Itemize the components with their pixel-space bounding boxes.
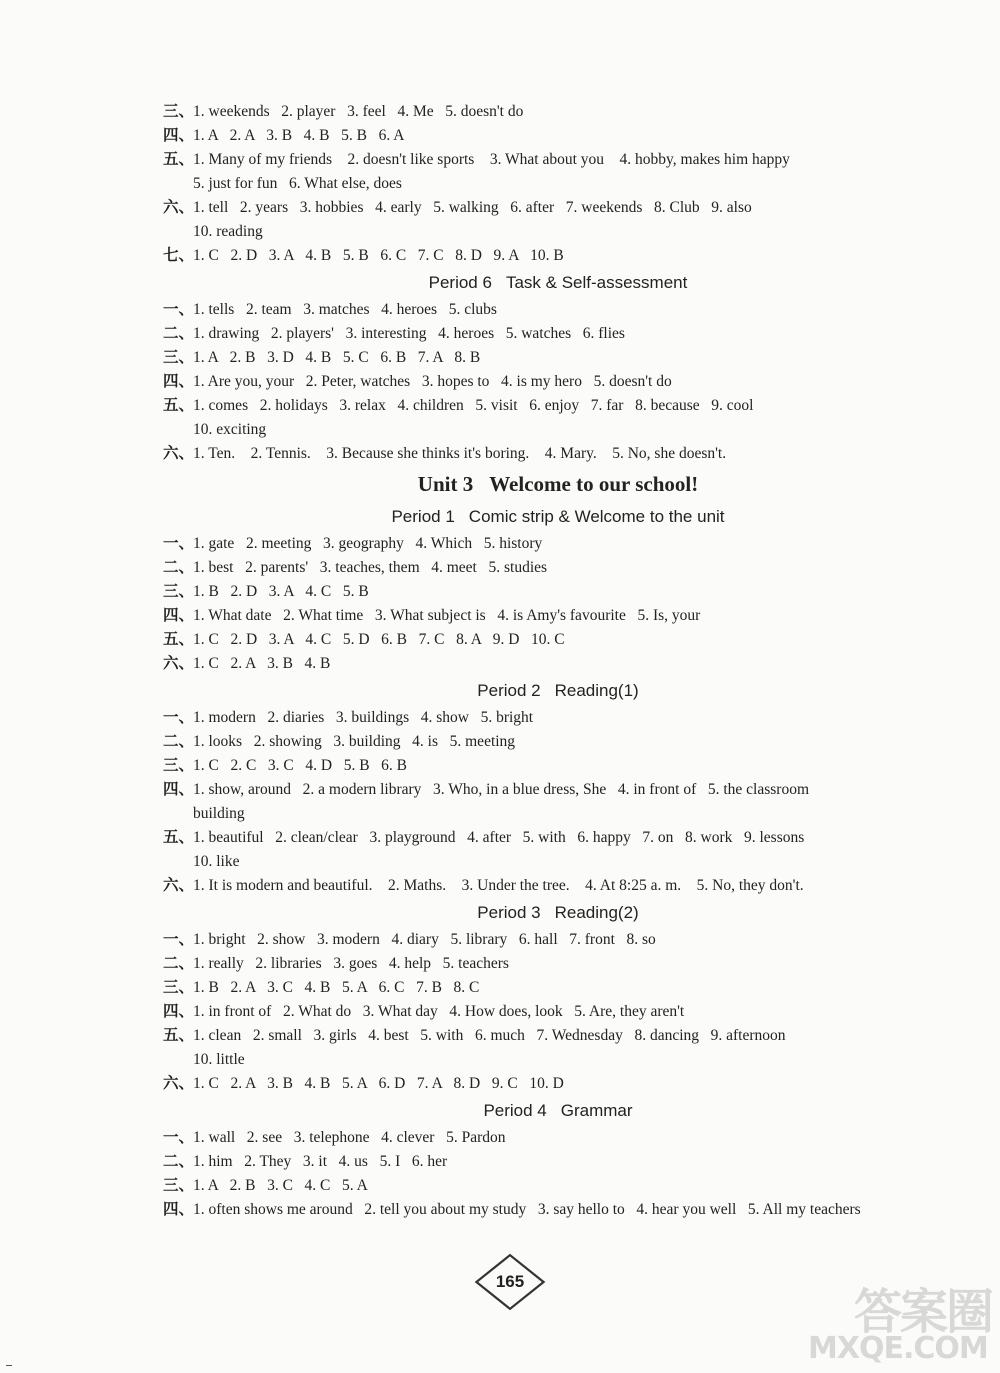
answer-text: 1. C 2. A 3. B 4. B [193, 655, 331, 672]
answer-line [163, 730, 963, 754]
answer-line [163, 346, 963, 370]
section-marker: 四、 [163, 1003, 195, 1020]
section-marker: 三、 [163, 349, 195, 366]
section-marker: 五、 [163, 397, 195, 414]
section-marker: 四、 [163, 373, 195, 390]
answer-text: 1. Are you, your 2. Peter, watches 3. hopes to 4. is my hero 5. doesn't do [193, 373, 672, 390]
answer-text: 1. A 2. A 3. B 4. B 5. B 6. A [193, 127, 405, 144]
section-marker: 六、 [163, 655, 195, 672]
answer-line [163, 754, 963, 778]
section-marker: 六、 [163, 877, 195, 894]
answer-line [163, 952, 963, 976]
answer-key-content [163, 100, 963, 1222]
answer-line-continuation [163, 802, 963, 826]
answer-line [163, 976, 963, 1000]
answer-text: 1. B 2. D 3. A 4. C 5. B [193, 583, 369, 600]
section-marker: 一、 [163, 1129, 195, 1146]
corner-tick [6, 1365, 12, 1366]
section-marker: 四、 [163, 781, 195, 798]
answer-text: 1. bright 2. show 3. modern 4. diary 5. library 6. hall 7. front 8. so [193, 931, 656, 948]
answer-line [163, 778, 963, 802]
page-number [486, 1268, 534, 1296]
answer-line [163, 1072, 963, 1096]
answer-line [163, 442, 963, 466]
period-topic: Grammar [560, 1101, 633, 1120]
section-marker: 一、 [163, 709, 195, 726]
section-marker: 五、 [163, 829, 195, 846]
page-number-text: 165 [495, 1272, 525, 1291]
section-marker: 三、 [163, 1177, 195, 1194]
period-heading [153, 898, 963, 928]
answer-line [163, 532, 963, 556]
watermark-logo [794, 1259, 994, 1369]
answer-text: 1. modern 2. diaries 3. buildings 4. show 5. bright [193, 709, 534, 726]
answer-line [163, 100, 963, 124]
section-marker: 一、 [163, 301, 195, 318]
answer-line-continuation [163, 1048, 963, 1072]
answer-line [163, 580, 963, 604]
section-marker: 三、 [163, 583, 195, 600]
answer-text: 1. in front of 2. What do 3. What day 4. How does, look 5. Are, they aren't [193, 1003, 685, 1020]
answer-text: 1. beautiful 2. clean/clear 3. playground 4. after 5. with 6. happy 7. on 8. work 9. lessons [193, 829, 805, 846]
answer-line [163, 556, 963, 580]
section-marker: 六、 [163, 1075, 195, 1092]
answer-text: 1. It is modern and beautiful. 2. Maths. 3. Under the tree. 4. At 8:25 a. m. 5. No, they don't. [193, 877, 804, 894]
section-marker: 二、 [163, 1153, 195, 1170]
section-marker: 二、 [163, 733, 195, 750]
section-marker: 五、 [163, 151, 195, 168]
answer-line [163, 394, 963, 418]
section-marker: 三、 [163, 757, 195, 774]
section-marker: 二、 [163, 325, 195, 342]
answer-text: 1. C 2. A 3. B 4. B 5. A 6. D 7. A 8. D 9. C 10. D [193, 1075, 564, 1092]
answer-text: 1. comes 2. holidays 3. relax 4. children 5. visit 6. enjoy 7. far 8. because 9. cool [193, 397, 754, 414]
section-marker: 一、 [163, 535, 195, 552]
answer-line [163, 706, 963, 730]
answer-line-continuation [163, 418, 963, 442]
period-label: Period 6 [428, 273, 492, 292]
answer-line [163, 652, 963, 676]
section-marker: 六、 [163, 199, 195, 216]
section-marker: 二、 [163, 955, 195, 972]
period-label: Period 1 [391, 507, 455, 526]
answer-line [163, 196, 963, 220]
section-marker: 五、 [163, 631, 195, 648]
answer-line [163, 1024, 963, 1048]
answer-text: 1. Many of my friends 2. doesn't like sports 3. What about you 4. hobby, makes him happy [193, 151, 790, 168]
answer-text: 10. exciting [193, 421, 267, 438]
section-marker: 二、 [163, 559, 195, 576]
answer-text: 1. him 2. They 3. it 4. us 5. I 6. her [193, 1153, 448, 1170]
answer-line [163, 1126, 963, 1150]
watermark-bottom-text: MXQE.COM [808, 1331, 988, 1366]
answer-line-continuation [163, 172, 963, 196]
answer-text: 10. little [193, 1051, 245, 1068]
answer-line [163, 928, 963, 952]
period-heading [153, 676, 963, 706]
watermark-top-text: 答案圈 [854, 1284, 993, 1340]
answer-line [163, 1174, 963, 1198]
answer-text: 1. C 2. D 3. A 4. C 5. D 6. B 7. C 8. A 9. D 10. C [193, 631, 565, 648]
answer-line [163, 628, 963, 652]
period-label: Period 2 [477, 681, 541, 700]
answer-text: 5. just for fun 6. What else, does [193, 175, 402, 192]
period-heading [153, 1096, 963, 1126]
answer-line [163, 604, 963, 628]
answer-text: 1. looks 2. showing 3. building 4. is 5. meeting [193, 733, 516, 750]
unit-name: Welcome to our school! [489, 472, 699, 496]
answer-line [163, 1000, 963, 1024]
period-label: Period 3 [477, 903, 541, 922]
section-marker: 五、 [163, 1027, 195, 1044]
section-marker: 四、 [163, 1201, 195, 1218]
unit-number: Unit 3 [417, 472, 474, 496]
period-label: Period 4 [483, 1101, 547, 1120]
answer-text: 1. B 2. A 3. C 4. B 5. A 6. C 7. B 8. C [193, 979, 480, 996]
section-marker: 七、 [163, 247, 195, 264]
period-topic: Reading(2) [554, 903, 639, 922]
period-heading [153, 502, 963, 532]
answer-line [163, 148, 963, 172]
answer-text: 1. C 2. C 3. C 4. D 5. B 6. B [193, 757, 408, 774]
answer-text: 1. Ten. 2. Tennis. 3. Because she thinks it's boring. 4. Mary. 5. No, she doesn't. [193, 445, 727, 462]
answer-text: 1. A 2. B 3. C 4. C 5. A [193, 1177, 368, 1194]
answer-line [163, 298, 963, 322]
answer-line-continuation [163, 850, 963, 874]
answer-text: 1. clean 2. small 3. girls 4. best 5. with 6. much 7. Wednesday 8. dancing 9. afternoon [193, 1027, 786, 1044]
answer-text: 1. weekends 2. player 3. feel 4. Me 5. doesn't do [193, 103, 524, 120]
answer-text: 1. C 2. D 3. A 4. B 5. B 6. C 7. C 8. D 9. A 10. B [193, 247, 564, 264]
answer-text: 10. reading [193, 223, 263, 240]
answer-line [163, 826, 963, 850]
answer-text: 10. like [193, 853, 240, 870]
answer-line [163, 244, 963, 268]
answer-text: 1. drawing 2. players' 3. interesting 4. heroes 5. watches 6. flies [193, 325, 625, 342]
section-marker: 三、 [163, 103, 195, 120]
section-marker: 四、 [163, 127, 195, 144]
answer-line [163, 1198, 963, 1222]
section-marker: 一、 [163, 931, 195, 948]
period-topic: Comic strip & Welcome to the unit [468, 507, 725, 526]
answer-line [163, 322, 963, 346]
period-topic: Task & Self-assessment [505, 273, 688, 292]
answer-text: building [193, 805, 245, 822]
section-marker: 四、 [163, 607, 195, 624]
section-marker: 三、 [163, 979, 195, 996]
answer-line-continuation [163, 220, 963, 244]
answer-text: 1. really 2. libraries 3. goes 4. help 5. teachers [193, 955, 509, 972]
answer-text: 1. tell 2. years 3. hobbies 4. early 5. walking 6. after 7. weekends 8. Club 9. also [193, 199, 752, 216]
period-topic: Reading(1) [554, 681, 639, 700]
section-marker: 六、 [163, 445, 195, 462]
answer-text: 1. wall 2. see 3. telephone 4. clever 5. Pardon [193, 1129, 506, 1146]
answer-text: 1. often shows me around 2. tell you about my study 3. say hello to 4. hear you well 5. All my teachers [193, 1201, 861, 1218]
answer-text: 1. What date 2. What time 3. What subject is 4. is Amy's favourite 5. Is, your [193, 607, 701, 624]
answer-line [163, 124, 963, 148]
answer-line [163, 874, 963, 898]
answer-line [163, 370, 963, 394]
period-heading [153, 268, 963, 298]
answer-text: 1. show, around 2. a modern library 3. Who, in a blue dress, She 4. in front of 5. the classroom [193, 781, 810, 798]
unit-title [153, 466, 963, 502]
answer-text: 1. tells 2. team 3. matches 4. heroes 5. clubs [193, 301, 497, 318]
answer-line [163, 1150, 963, 1174]
answer-text: 1. best 2. parents' 3. teaches, them 4. meet 5. studies [193, 559, 548, 576]
answer-text: 1. A 2. B 3. D 4. B 5. C 6. B 7. A 8. B [193, 349, 481, 366]
answer-text: 1. gate 2. meeting 3. geography 4. Which 5. history [193, 535, 543, 552]
